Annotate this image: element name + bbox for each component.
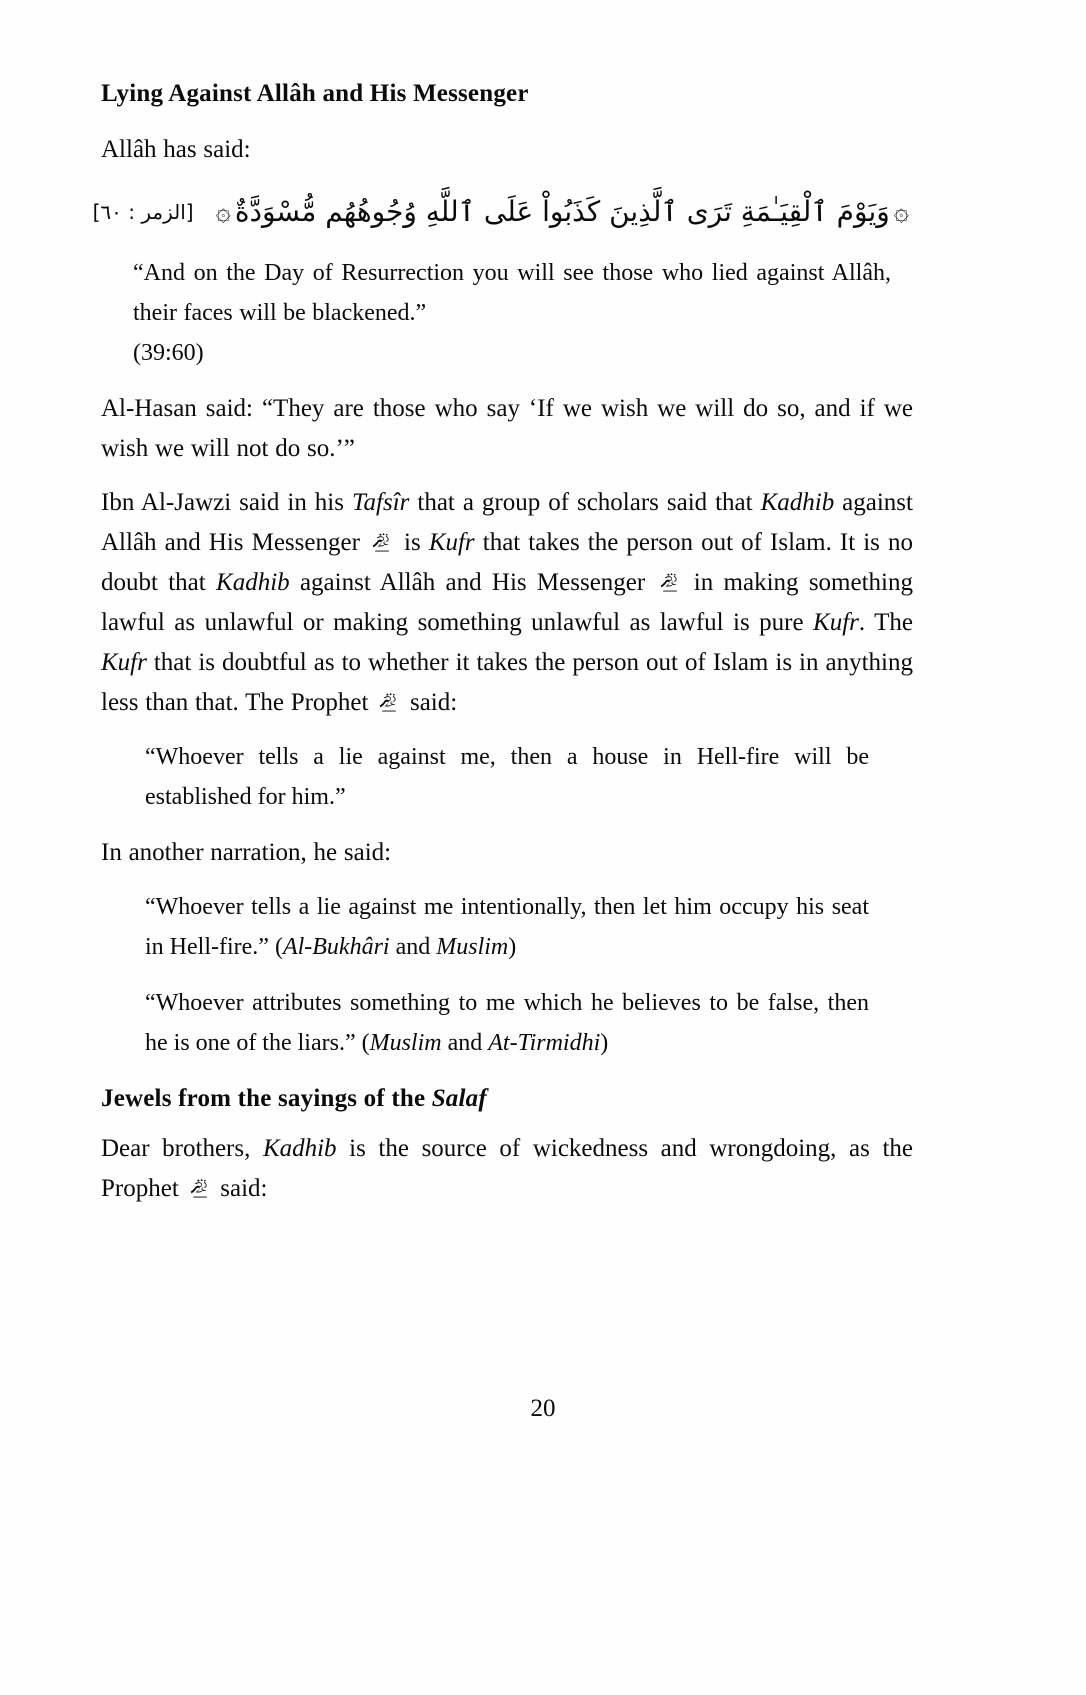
intro-line xyxy=(101,130,913,170)
term-kadhib-3: Kadhib xyxy=(262,1134,337,1162)
hadith-quote-1-text: “Whoever tells a lie against me, then a house in Hell-fire will be established for him.” xyxy=(145,743,869,810)
page-number xyxy=(0,1395,1086,1423)
source-at-tirmidhi: At-Tirmidhi xyxy=(488,1029,601,1056)
quran-verse-line xyxy=(92,184,913,239)
jawzi-seg-8: . The xyxy=(858,608,913,636)
verse-citation: (39:60) xyxy=(133,339,204,366)
page-content xyxy=(92,78,913,1223)
jawzi-seg-1: Ibn Al-Jawzi said in his xyxy=(101,488,352,516)
paragraph-al-hasan xyxy=(101,389,913,469)
source-muslim-2: Muslim xyxy=(369,1029,442,1056)
dear-brothers-seg-3: said: xyxy=(213,1174,268,1202)
subsection-title-text: Jewels from the sayings of the xyxy=(101,1084,432,1112)
sallallahu-icon xyxy=(659,572,681,594)
ayah-ornament-close: ۞ xyxy=(215,196,231,227)
term-kadhib-1: Kadhib xyxy=(760,488,835,516)
hadith-quote-2-text: “Whoever tells a lie against me intentionally, then let him occupy his seat in Hell-fire.” ( xyxy=(145,893,869,960)
paragraph-ibn-al-jawzi xyxy=(101,483,913,723)
quran-verse-arabic: وَيَوْمَ ٱلْقِيَـٰمَةِ تَرَى ٱلَّذِينَ كَذَبُواْ عَلَى ٱللَّهِ وُجُوهُهُم مُّسْوَدَّةٌ xyxy=(234,194,890,228)
hadith-quote-3-text: “Whoever attributes something to me which he believes to be false, then he is one of the liars.” ( xyxy=(145,989,869,1056)
dear-brothers-seg-2: is the source of wickedness and wrongdoing, as the Prophet xyxy=(101,1134,913,1202)
term-kufr-1: Kufr xyxy=(428,528,475,556)
sallallahu-icon xyxy=(189,1178,211,1200)
subsection-title-italic: Salaf xyxy=(431,1084,487,1112)
paragraph-al-hasan-text: Al-Hasan said: “They are those who say ‘If we wish we will do so, and if we wish we will not do so.’” xyxy=(101,394,913,462)
jawzi-seg-7: in making something lawful as unlawful or making something unlawful as lawful is pure xyxy=(101,568,913,636)
jawzi-seg-10: said: xyxy=(403,688,458,716)
hadith-quote-2-close: ) xyxy=(508,933,517,960)
jawzi-seg-9: that is doubtful as to whether it takes the person out of Islam is in anything less than that. The Prophet xyxy=(101,648,913,716)
intro-line-text: Allâh has said: xyxy=(101,136,251,163)
hadith-quote-1 xyxy=(101,737,869,817)
paragraph-dear-brothers xyxy=(101,1129,913,1209)
dear-brothers-seg-1: Dear brothers, xyxy=(101,1134,263,1162)
sallallahu-icon xyxy=(378,692,400,714)
hadith-quote-3-close: ) xyxy=(600,1029,609,1056)
page-number-text: 20 xyxy=(530,1395,556,1422)
quran-verse-reference: [الزمر : ٦٠] xyxy=(92,199,194,224)
term-kufr-2: Kufr xyxy=(813,608,859,636)
hadith-quote-2-mid: and xyxy=(389,933,437,960)
term-kadhib-2: Kadhib xyxy=(216,568,290,596)
jawzi-seg-2: that a group of scholars said that xyxy=(409,488,761,516)
hadith-quote-3-mid: and xyxy=(441,1029,489,1056)
page-title xyxy=(101,78,913,110)
subsection-title xyxy=(101,1083,913,1115)
term-kufr-3: Kufr xyxy=(101,648,147,676)
verse-translation-text: “And on the Day of Resurrection you will see those who lied against Allâh, their faces will be blackened.” xyxy=(133,259,891,326)
hadith-quote-2 xyxy=(101,887,869,967)
term-tafsir: Tafsîr xyxy=(351,488,410,516)
jawzi-seg-4: is xyxy=(395,528,429,556)
paragraph-another-narration xyxy=(101,833,913,873)
ayah-ornament-open: ۞ xyxy=(893,196,909,227)
jawzi-seg-3: against Allâh and His Messenger xyxy=(101,488,913,556)
verse-translation xyxy=(101,253,891,373)
another-narration-text: In another narration, he said: xyxy=(101,838,392,866)
source-al-bukhari: Al-Bukhâri xyxy=(282,933,390,960)
source-muslim: Muslim xyxy=(436,933,509,960)
hadith-quote-3 xyxy=(101,983,869,1063)
jawzi-seg-6: against Allâh and His Messenger xyxy=(289,568,656,596)
page-title-text: Lying Against Allâh and His Messenger xyxy=(101,80,529,107)
jawzi-seg-5: that takes the person out of Islam. It is no doubt that xyxy=(101,528,913,596)
sallallahu-icon xyxy=(371,532,393,554)
